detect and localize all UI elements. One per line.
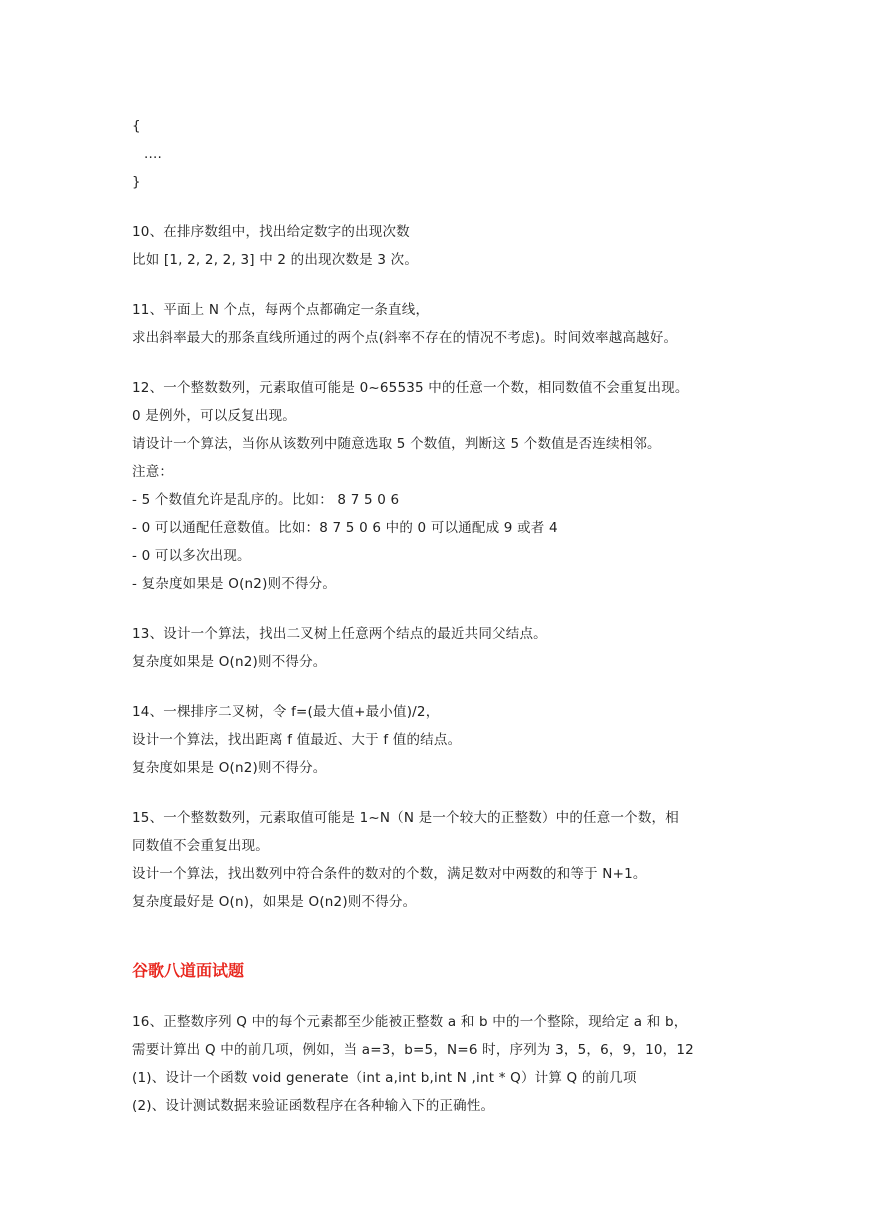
question-16-title: 16、正整数序列 Q 中的每个元素都至少能被正整数 a 和 b 中的一个整除，现给定 a 和 b，: [132, 1014, 688, 1030]
question-11: [132, 296, 742, 352]
question-13-text: 复杂度如果是 O(n2)则不得分。: [132, 654, 327, 670]
question-16: [132, 1008, 742, 1120]
question-15-text: 复杂度最好是 O(n)，如果是 O(n2)则不得分。: [132, 894, 417, 910]
question-15-title: 15、一个整数数列，元素取值可能是 1~N（N 是一个较大的正整数）中的任意一个数，相: [132, 810, 679, 826]
question-12-title: 12、一个整数数列，元素取值可能是 0~65535 中的任意一个数，相同数值不会重复出现。: [132, 380, 689, 396]
question-11-text: 求出斜率最大的那条直线所通过的两个点(斜率不存在的情况不考虑)。时间效率越高越好。: [132, 330, 678, 346]
question-16-subquestion: (2)、设计测试数据来验证函数程序在各种输入下的正确性。: [132, 1098, 495, 1114]
question-13-title: 13、设计一个算法，找出二叉树上任意两个结点的最近共同父结点。: [132, 626, 547, 642]
question-12-note-label: 注意：: [132, 464, 174, 480]
code-ellipsis: ....: [144, 146, 162, 162]
section-heading: 谷歌八道面试题: [132, 961, 245, 980]
question-13: [132, 620, 742, 676]
question-14-title: 14、一棵排序二叉树，令 f=(最大值+最小值)/2，: [132, 704, 440, 720]
question-12-note-item: - 5 个数值允许是乱序的。比如： 8 7 5 0 6: [132, 492, 400, 508]
question-12-note-item: - 复杂度如果是 O(n2)则不得分。: [132, 576, 337, 592]
question-12: [132, 374, 742, 598]
question-15-text: 设计一个算法，找出数列中符合条件的数对的个数，满足数对中两数的和等于 N+1。: [132, 866, 647, 882]
question-12-note-item: - 0 可以通配任意数值。比如：8 7 5 0 6 中的 0 可以通配成 9 或者 4: [132, 520, 558, 536]
question-12-note-item: - 0 可以多次出现。: [132, 548, 251, 564]
question-16-subquestion: (1)、设计一个函数 void generate（int a,int b,int N ,int * Q）计算 Q 的前几项: [132, 1070, 637, 1086]
question-14-text: 复杂度如果是 O(n2)则不得分。: [132, 760, 327, 776]
question-10: [132, 218, 742, 274]
question-15: [132, 804, 742, 916]
question-11-title: 11、平面上 N 个点，每两个点都确定一条直线，: [132, 302, 430, 318]
question-12-text: 0 是例外，可以反复出现。: [132, 408, 296, 424]
question-16-text: 需要计算出 Q 中的前几项，例如，当 a=3，b=5，N=6 时，序列为 3，5，6，9，10，12: [132, 1042, 694, 1058]
code-close-brace: }: [132, 174, 141, 190]
question-14-text: 设计一个算法，找出距离 f 值最近、大于 f 值的结点。: [132, 732, 462, 748]
question-15-text: 同数值不会重复出现。: [132, 838, 269, 854]
document-page: [132, 112, 742, 1120]
question-10-text: 比如 [1, 2, 2, 2, 3] 中 2 的出现次数是 3 次。: [132, 252, 419, 268]
question-14: [132, 698, 742, 782]
code-open-brace: {: [132, 118, 141, 134]
question-10-title: 10、在排序数组中，找出给定数字的出现次数: [132, 224, 410, 240]
question-12-text: 请设计一个算法，当你从该数列中随意选取 5 个数值，判断这 5 个数值是否连续相邻。: [132, 436, 661, 452]
